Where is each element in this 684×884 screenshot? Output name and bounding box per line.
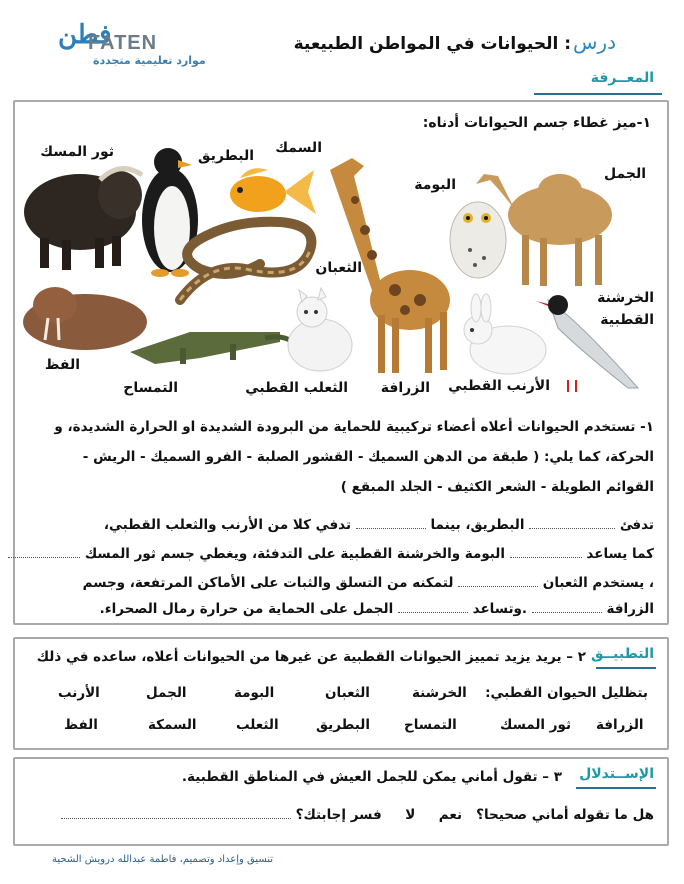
- label-musk-ox: ثور المسك: [40, 144, 114, 160]
- arctic-hare-picture: [464, 294, 546, 374]
- blank-1[interactable]: [529, 514, 615, 529]
- fill-l4-b: .وتساعد: [472, 601, 528, 617]
- label-arctic-fox: الثعلب القطبي: [245, 380, 348, 396]
- apply-option-fish[interactable]: السمكة: [148, 717, 197, 733]
- fill-line-2: [8, 543, 654, 565]
- question-2: ٢ – يريد يزيد تمييز الحيوانات القطبية عن غيرها من الحيوانات أعلاه، ساعده في ذلك: [36, 649, 586, 665]
- label-giraffe: الزرافة: [380, 380, 430, 396]
- blank-7[interactable]: [398, 598, 468, 613]
- fill-line-3: [83, 572, 654, 594]
- crocodile-picture: [130, 332, 295, 364]
- walrus-picture: [23, 287, 147, 350]
- fill-l4-c: الجمل على الحماية من حرارة رمال الصحراء.: [99, 601, 394, 617]
- lesson-word: درس: [573, 30, 616, 54]
- snake-picture: [180, 222, 311, 300]
- apply-option-camel[interactable]: الجمل: [146, 685, 187, 701]
- label-crocodile: التمساح: [123, 380, 178, 396]
- apply-option-giraffe[interactable]: الزرافة: [596, 717, 644, 733]
- section-knowledge-title: المعــرفة: [590, 70, 654, 86]
- logo-tagline: موارد تعليمية متجددة: [93, 54, 206, 67]
- logo-arabic: فطن: [58, 20, 112, 50]
- apply-option-crocodile[interactable]: التمساح: [404, 717, 457, 733]
- fill-l3-a: ، يستخدم الثعبان: [542, 575, 654, 591]
- blank-5[interactable]: [458, 572, 538, 587]
- label-camel: الجمل: [603, 166, 646, 182]
- apply-option-owl[interactable]: البومة: [234, 685, 275, 701]
- apply-option-walrus[interactable]: الفظ: [64, 717, 98, 733]
- fill-l1-a: تدفئ: [619, 517, 654, 533]
- footer-credit: تنسيق وإعداد وتصميم، فاطمة عبدالله درويش الشحية: [52, 854, 274, 865]
- arctic-fox-picture: [288, 288, 352, 371]
- label-owl: البومة: [414, 177, 456, 193]
- label-tern-line1: الخرشنة: [597, 290, 654, 306]
- apply-instruction: بتظليل الحيوان القطبي:: [485, 685, 648, 701]
- section-apply-title: التطبيــق: [590, 646, 654, 662]
- musk-ox-picture: [24, 169, 142, 270]
- fill-l2-b: البومة والخرشنة القطبية على التدفئة، ويغطي جسم ثور المسك: [84, 546, 506, 562]
- infer-no-option[interactable]: لا: [405, 807, 416, 823]
- fill-l3-b: لتمكنه من التسلق والثبات على الأماكن المرتفعة، وجسم: [82, 575, 454, 591]
- infer-explain-label: فسر إجابتك؟: [295, 807, 382, 823]
- question-3: ٣ – تقول أماني يمكن للجمل العيش في المناطق القطبية.: [181, 769, 562, 785]
- apply-option-hare[interactable]: الأرنب: [58, 685, 100, 701]
- label-penguin: البطريق: [198, 148, 254, 164]
- explanation-line-1: ١- تستخدم الحيوانات أعلاه أعضاء تركيبية للحماية من البرودة الشديدة او الحرارة الشديدة، و: [54, 419, 654, 435]
- label-snake: الثعبان: [315, 260, 362, 276]
- lesson-name: : الحيوانات في المواطن الطبيعية: [293, 34, 572, 54]
- blank-4[interactable]: [8, 543, 80, 558]
- apply-option-tern[interactable]: الخرشنة: [412, 685, 467, 701]
- blank-6[interactable]: [532, 598, 602, 613]
- logo-english: FATEN: [88, 32, 158, 54]
- fill-l4-a: الزرافة: [606, 601, 654, 617]
- label-fish: السمك: [275, 140, 322, 156]
- owl-picture: [450, 202, 506, 278]
- section-infer-underline: [576, 787, 656, 789]
- fill-l2-a: كما يساعد: [586, 546, 654, 562]
- question-1-heading: ١-ميز غطاء جسم الحيوانات أدناه:: [422, 115, 651, 131]
- fill-line-4: [100, 598, 654, 620]
- fill-line-1: [104, 514, 654, 536]
- apply-option-musk-ox[interactable]: ثور المسك: [500, 717, 572, 733]
- explanation-line-3: القوائم الطويلة - الشعر الكثيف - الجلد المبقع ): [340, 479, 654, 495]
- apply-option-fox[interactable]: الثعلب: [236, 717, 279, 733]
- blank-2[interactable]: [356, 514, 426, 529]
- arctic-tern-picture: [536, 295, 638, 392]
- fill-l1-b: البطريق، بينما: [430, 517, 525, 533]
- label-arctic-hare: الأرنب القطبي: [448, 378, 550, 394]
- blank-3[interactable]: [510, 543, 582, 558]
- infer-answer-blank[interactable]: [61, 804, 291, 819]
- section-infer-title: الإســتدلال: [579, 766, 654, 782]
- explanation-line-2: الحركة، كما يلي: ( طبقة من الدهن السميك - القشور الصلبة - الفرو السميك - الريش -: [82, 449, 654, 465]
- apply-option-penguin[interactable]: البطريق: [316, 717, 370, 733]
- apply-option-snake[interactable]: الثعبان: [325, 685, 370, 701]
- infer-ask: هل ما تقوله أماني صحيحا؟: [476, 807, 654, 823]
- infer-yes-option[interactable]: نعم: [438, 807, 463, 823]
- label-walrus: الفظ: [44, 357, 80, 373]
- infer-answer-line: [61, 804, 654, 826]
- label-tern-line2: القطبية: [600, 312, 654, 328]
- section-apply-underline: [596, 667, 656, 669]
- fish-picture: [230, 168, 316, 214]
- fill-l1-c: تدفي كلا من الأرنب والثعلب القطبي،: [103, 517, 352, 533]
